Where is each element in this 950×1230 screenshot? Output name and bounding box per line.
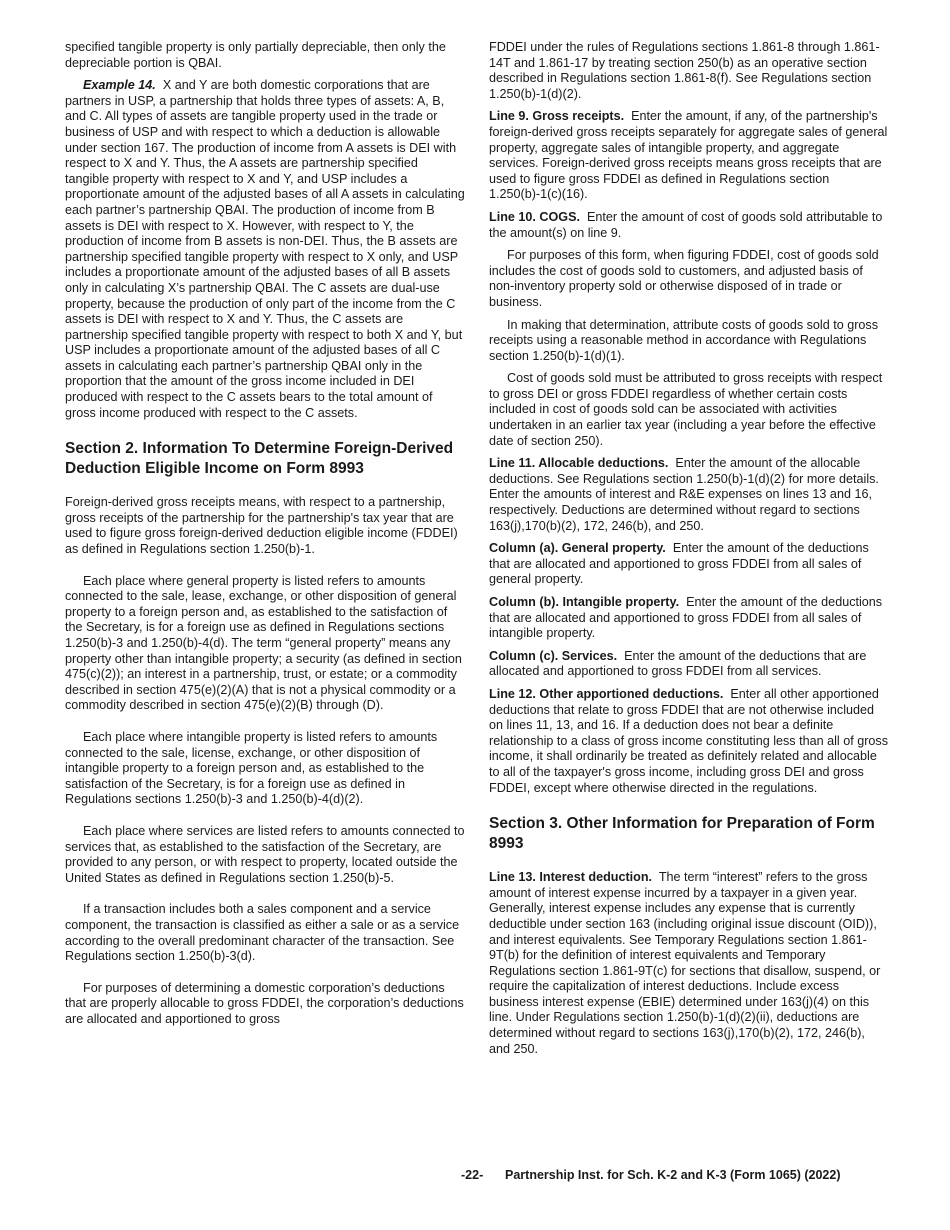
- line-10-heading: Line 10. COGS.: [489, 209, 580, 224]
- line-13-paragraph: [489, 870, 889, 1057]
- example-14-paragraph: [65, 78, 465, 421]
- paragraph: For purposes of determining a domestic corporation’s deductions that are properly allocable to gross FDDEI, the corporation’s deductions are allocated and apportioned to gross: [65, 980, 464, 1026]
- paragraph: Foreign-derived gross receipts means, with respect to a partnership, gross receipts of the partnership for the partnership's tax year that are used to figure gross foreign-derived deduction eligible income (FDDEI) as defined in Regulations section 1.250(b)-1.: [65, 495, 458, 557]
- line-11-heading: Line 11. Allocable deductions.: [489, 456, 669, 471]
- line-13-heading: Line 13. Interest deduction.: [489, 870, 653, 885]
- example-text: X and Y are both domestic corporations that are partners in USP, a partnership that holds three types of assets: A, B, and C. All types of assets are tangible property used in the trade or business of USP and with respect to which a deduction is allowable under section 167. The production of income from A assets is DEI with respect to X and Y. Thus, the A assets are partnership specified tangible property with respect to X and Y, and USP includes a proportionate amount of the adjusted bases of all A assets in calculating each partner’s partnership QBAI. The production of income from B assets is DEI with respect to X. However, with respect to Y, the production of income from B assets is non-DEI. Thus, the B assets are partnership specified tangible property with respect to X only, and USP includes a proportionate amount of the adjusted bases of all B assets only in calculating X’s partnership QBAI. The C assets are dual-use property, because the production of only part of the income from the C assets is DEI with respect to X and Y. Thus, the C assets are partnership specified tangible property with respect to both X and Y, but USP includes a proportionate amount of the adjusted bases of all C assets in calculating each partner’s partnership QBAI only in the proportion that the amount of the gross income included in DEI produced with respect to the C assets bears to the total amount of gross income produced with respect to the C assets.: [65, 78, 465, 420]
- column-c-text: Enter the amount of the deductions that are allocated and apportioned to gross FDDEI from all services.: [489, 648, 867, 679]
- line-10-text: Enter the amount of cost of goods sold attributable to the amount(s) on line 9.: [489, 209, 883, 240]
- column-b-heading: Column (b). Intangible property.: [489, 595, 680, 609]
- column-b-text: Enter the amount of the deductions that are allocated and apportioned to gross FDDEI from all sales of intangible property.: [489, 595, 883, 641]
- line-10-paragraph: [489, 210, 889, 241]
- example-label: Example 14.: [83, 78, 156, 93]
- section-2-heading: Section 2. Information To Determine Foreign-Derived Deduction Eligible Income on Form 8993: [65, 440, 454, 478]
- paragraph: If a transaction includes both a sales component and a service component, the transaction is classified as either a sale or as a service according to the overall predominant character of the transaction. See Regulations section 1.250(b)-3(d).: [65, 902, 460, 964]
- column-c-heading: Column (c). Services.: [489, 648, 618, 663]
- left-column: [65, 40, 465, 1034]
- paragraph: Each place where general property is listed refers to amounts connected to the sale, lease, exchange, or other disposition of general property to a foreign person and, as established to the satisfaction of the Secretary, is for a foreign use as defined in Regulations sections 1.250(b)-3 and 1.250(b)-4(d). The term “general property” means any property other than intangible property; a security (as defined in section 475(c)(2)); an interest in a partnership, trust, or estate; or a commodity described in section 475(e)(2)(A) that is not a physical commodity or a commodity described in section 475(e)(2)(B) through (D).: [65, 573, 462, 713]
- line-9-text: Enter the amount, if any, of the partnership's foreign-derived gross receipts separately for aggregate sales of general property, aggregate sales of intangible property, and aggregate services. Foreign-derived gross receipts means gross receipts that are used to figure gross FDDEI as defined in Regulations section 1.250(b)-1(c)(16).: [489, 109, 888, 202]
- paragraph: In making that determination, attribute costs of goods sold to gross receipts using a reasonable method in accordance with Regulations section 1.250(b)-1(d)(1).: [489, 317, 879, 363]
- section-3-heading: Section 3. Other Information for Preparation of Form 8993: [489, 815, 875, 853]
- column-a-text: Enter the amount of the deductions that are allocated and apportioned to gross FDDEI from all sales of general property.: [489, 541, 869, 587]
- line-12-heading: Line 12. Other apportioned deductions.: [489, 686, 724, 701]
- paragraph: FDDEI under the rules of Regulations sections 1.861-8 through 1.861-14T and 1.861-17 by treating section 250(b) as an operative section described in Regulations section 1.861-8(f). See Regulations section 1.250(b)-1(d)(2).: [489, 40, 880, 101]
- paragraph: For purposes of this form, when figuring FDDEI, cost of goods sold includes the cost of goods sold to customers, and adjusted basis of non-inventory property sold or otherwise disposed of in trade or business.: [489, 248, 879, 309]
- paragraph: Cost of goods sold must be attributed to gross receipts with respect to gross DEI or gross FDDEI regardless of whether certain costs included in cost of goods sold can be associated with activities undertaken in an earlier tax year (including a year before the effective date of section 250).: [489, 371, 883, 448]
- paragraph: Each place where intangible property is listed refers to amounts connected to the sale, license, exchange, or other disposition of intangible property to a foreign person and, as established to the satisfaction of the Secretary, is for a foreign use as defined in Regulations sections 1.250(b)-3 and 1.250(b)-4(d)(2).: [65, 729, 438, 807]
- line-11-text: Enter the amount of the allocable deductions. See Regulations section 1.250(b)-1(d)(2) for more details. Enter the amounts of interest and R&E expenses on lines 13 and 16, respectively. Deductions are determined without regard to sections 163(j),170(b)(2), 172, 246(b), and 250.: [489, 456, 879, 533]
- column-a-paragraph: [489, 541, 889, 588]
- line-12-text: Enter all other apportioned deductions that relate to gross FDDEI that are not otherwise included on lines 11, 13, and 16. If a deduction does not bear a definite relationship to a class of gross income constituting less than all of gross income, it shall ordinarily be treated as definitely related and allocable to all of the taxpayer's gross income, including gross DEI and gross FDDEI, except where otherwise directed in the regulations.: [489, 686, 889, 795]
- column-c-paragraph: [489, 649, 889, 680]
- column-a-heading: Column (a). General property.: [489, 541, 666, 556]
- footer-title: Partnership Inst. for Sch. K-2 and K-3 (Form 1065) (2022): [505, 1168, 841, 1182]
- right-column: [489, 40, 889, 1064]
- line-13-text: The term “interest” refers to the gross amount of interest expense incurred by a taxpayer in a given year. Generally, interest expense includes any expense that is currently deductible under section 163 (including original issue discount (OID)), and interest equivalents. See Temporary Regulations section 1.861-9T(b) for the definition of interest equivalents and Temporary Regulations section 1.861-9T(c) for sections that disallow, suspend, or require the capitalization of interest deductions. Include excess business interest expense (EBIE) determined under 163(j)(4) on this line. Under Regulations section 1.250(b)-1(d)(2)(ii), deductions are determined without regard to sections 163(j),170(b)(2), 172, 246(b), and 250.: [489, 870, 881, 1056]
- page-number: -22-: [461, 1168, 484, 1182]
- paragraph: specified tangible property is only partially depreciable, then only the depreciable portion is QBAI.: [65, 40, 446, 70]
- column-b-paragraph: [489, 595, 889, 642]
- line-9-paragraph: [489, 109, 889, 203]
- line-9-heading: Line 9. Gross receipts.: [489, 109, 625, 124]
- line-12-paragraph: [489, 687, 889, 796]
- line-11-paragraph: [489, 456, 889, 534]
- paragraph: Each place where services are listed refers to amounts connected to services that, as established to the satisfaction of the Secretary, are provided to any person, or with respect to property, located outside the United States as defined in Regulations section 1.250(b)-5.: [65, 823, 465, 885]
